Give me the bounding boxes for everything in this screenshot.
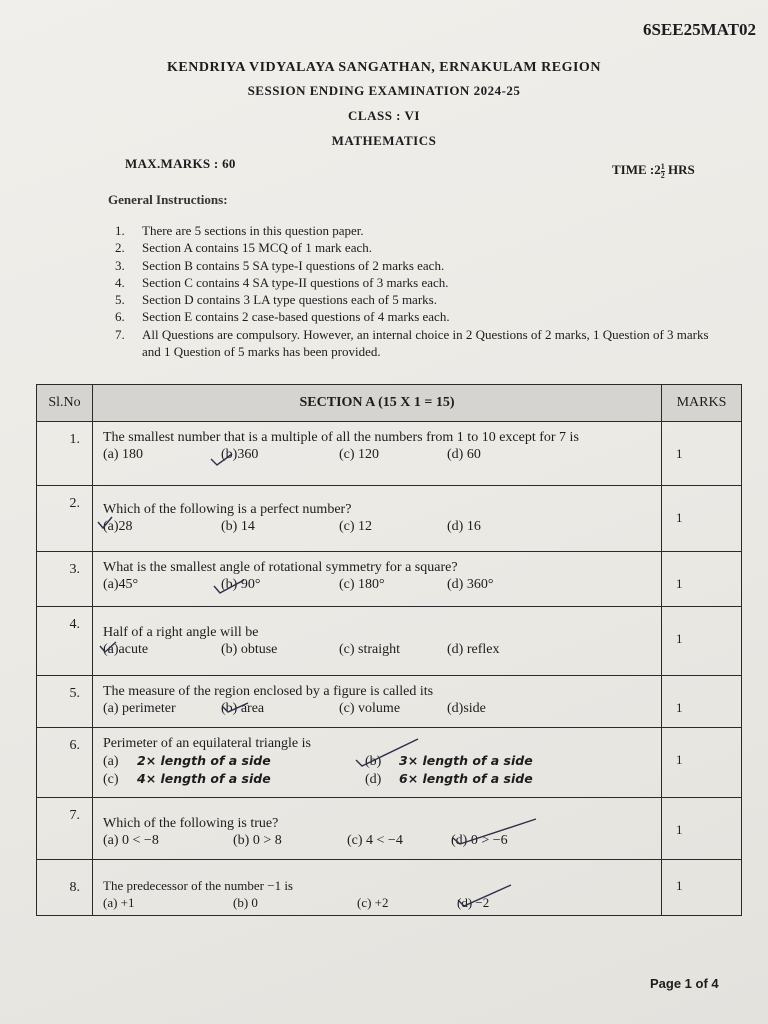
option-a: 2× length of a side <box>137 753 271 768</box>
time-suffix: HRS <box>668 162 695 177</box>
question-row <box>37 860 742 916</box>
pen-tick-mark <box>96 516 114 532</box>
question-text: Which of the following is a perfect number? <box>103 502 352 517</box>
question-marks: 1 <box>662 860 742 916</box>
instruction-item: 3. Section B contains 5 SA type-I questions of 2 marks each. <box>115 257 445 273</box>
time-allowed <box>612 162 695 180</box>
question-row <box>37 486 742 552</box>
question-marks: 1 <box>662 676 742 728</box>
page-number: Page 1 of 4 <box>650 976 719 991</box>
col-sno-header: Sl.No <box>37 385 93 422</box>
pen-tick-mark <box>455 882 515 910</box>
option-a: (a) 180 <box>103 447 144 462</box>
question-text: What is the smallest angle of rotational symmetry for a square? <box>103 560 458 575</box>
col-section-header: SECTION A (15 X 1 = 15) <box>93 385 662 422</box>
question-cell <box>93 676 662 728</box>
pen-tick-mark <box>98 640 118 656</box>
question-number: 1. <box>37 422 93 486</box>
table-header-row <box>37 385 742 422</box>
question-text: Which of the following is true? <box>103 816 279 831</box>
option-a: (a) perimeter <box>103 701 176 716</box>
question-row <box>37 676 742 728</box>
option-c: (c) 12 <box>339 519 373 534</box>
option-d: 6× length of a side <box>399 771 533 786</box>
option-d: (d) reflex <box>447 642 500 657</box>
section-a-table <box>36 384 742 916</box>
question-cell <box>93 422 662 486</box>
instruction-item: 1. There are 5 sections in this question paper. <box>115 223 364 238</box>
option-b: (b)360 <box>221 447 259 462</box>
option-d: (d) −2 <box>457 895 490 910</box>
question-cell <box>93 552 662 607</box>
option-a: (a) +1 <box>103 895 135 910</box>
col-marks-header: MARKS <box>662 385 742 422</box>
pen-tick-mark <box>220 700 250 716</box>
exam-title: SESSION ENDING EXAMINATION 2024-25 <box>247 83 521 98</box>
question-cell <box>93 486 662 552</box>
option-b: 3× length of a side <box>399 753 533 768</box>
time-fraction <box>661 163 665 180</box>
question-text: The predecessor of the number −1 is <box>103 878 293 893</box>
instruction-item: 4. Section C contains 4 SA type-II questions of 3 marks each. <box>115 274 449 290</box>
option-b: (b) obtuse <box>221 642 278 657</box>
option-d: (d) 60 <box>447 447 481 462</box>
option-d: (d) 0 > −6 <box>451 833 508 848</box>
option-d: (d) 16 <box>447 519 481 534</box>
question-row <box>37 552 742 607</box>
option-b: (b) 90° <box>221 577 261 592</box>
question-row <box>37 798 742 860</box>
option-d: (d)side <box>447 701 486 716</box>
time-fraction-den: 2 <box>660 170 665 180</box>
question-number: 2. <box>37 486 93 552</box>
option-d: (d) 360° <box>447 577 494 592</box>
question-number: 6. <box>37 728 93 798</box>
question-marks: 1 <box>662 486 742 552</box>
question-marks: 1 <box>662 728 742 798</box>
instruction-item: 6. Section E contains 2 case-based questions of 4 marks each. <box>115 309 450 325</box>
question-text: Perimeter of an equilateral triangle is <box>103 736 311 751</box>
question-cell <box>93 607 662 676</box>
subject-label: MATHEMATICS <box>331 133 437 148</box>
option-a: (a) 0 < −8 <box>103 833 159 848</box>
option-a: (a)45° <box>103 577 139 592</box>
option-c: 4× length of a side <box>137 771 271 786</box>
question-cell: Perimeter of an equilateral triangle is (a) 2× length of a side (b) 3× length of a side (c) 4× length of a side (d) 6× length of a side <box>93 728 662 798</box>
pen-tick-mark <box>450 816 540 848</box>
instruction-item: 7. All Questions are compulsory. However, an internal choice in 2 Questions of 2 marks, 1 Question of 3 marks and 1 Question of 5 marks has been provided. <box>115 326 709 360</box>
question-marks: 1 <box>662 798 742 860</box>
question-number: 4. <box>37 607 93 676</box>
question-text: Half of a right angle will be <box>103 625 259 640</box>
question-text: The smallest number that is a multiple of all the numbers from 1 to 10 except for 7 is <box>103 430 579 445</box>
option-b: (b) 0 <box>233 895 258 910</box>
pen-tick-mark <box>212 578 246 596</box>
option-c: (c) 180° <box>339 577 385 592</box>
pen-tick-mark <box>208 452 234 468</box>
question-cell <box>93 798 662 860</box>
option-a: (a)acute <box>103 642 149 657</box>
question-marks: 1 <box>662 422 742 486</box>
question-text: The measure of the region enclosed by a figure is called its <box>103 684 434 699</box>
class-label: CLASS : VI <box>348 108 420 123</box>
option-b: (b) 0 > 8 <box>233 833 282 848</box>
time-prefix: TIME :2 <box>612 162 661 177</box>
option-b: (b) 14 <box>221 519 255 534</box>
pen-tick-mark <box>352 736 422 770</box>
instructions-list <box>115 222 715 360</box>
option-c: (c) +2 <box>357 895 389 910</box>
option-c: (c) volume <box>339 701 401 716</box>
organization-title: KENDRIYA VIDYALAYA SANGATHAN, ERNAKULAM REGION <box>167 60 601 75</box>
max-marks: MAX.MARKS : 60 <box>125 156 236 171</box>
instructions-title: General Instructions: <box>108 192 228 207</box>
paper-code: 6SEE25MAT02 <box>642 20 756 39</box>
question-number: 8. <box>37 860 93 916</box>
option-a: (a)28 <box>103 519 133 534</box>
instruction-item: 2. Section A contains 15 MCQ of 1 mark each. <box>115 240 372 256</box>
question-cell <box>93 860 662 916</box>
question-number: 5. <box>37 676 93 728</box>
instruction-item: 5. Section D contains 3 LA type questions each of 5 marks. <box>115 292 437 308</box>
question-number: 3. <box>37 552 93 607</box>
question-marks: 1 <box>662 552 742 607</box>
option-c: (c) straight <box>339 642 401 657</box>
time-fraction-num: 1 <box>660 161 665 171</box>
question-row <box>37 422 742 486</box>
option-c: (c) 120 <box>339 447 380 462</box>
option-c: (c) 4 < −4 <box>347 833 403 848</box>
option-b: (b) area <box>221 701 265 716</box>
question-marks: 1 <box>662 607 742 676</box>
question-row <box>37 607 742 676</box>
question-number: 7. <box>37 798 93 860</box>
